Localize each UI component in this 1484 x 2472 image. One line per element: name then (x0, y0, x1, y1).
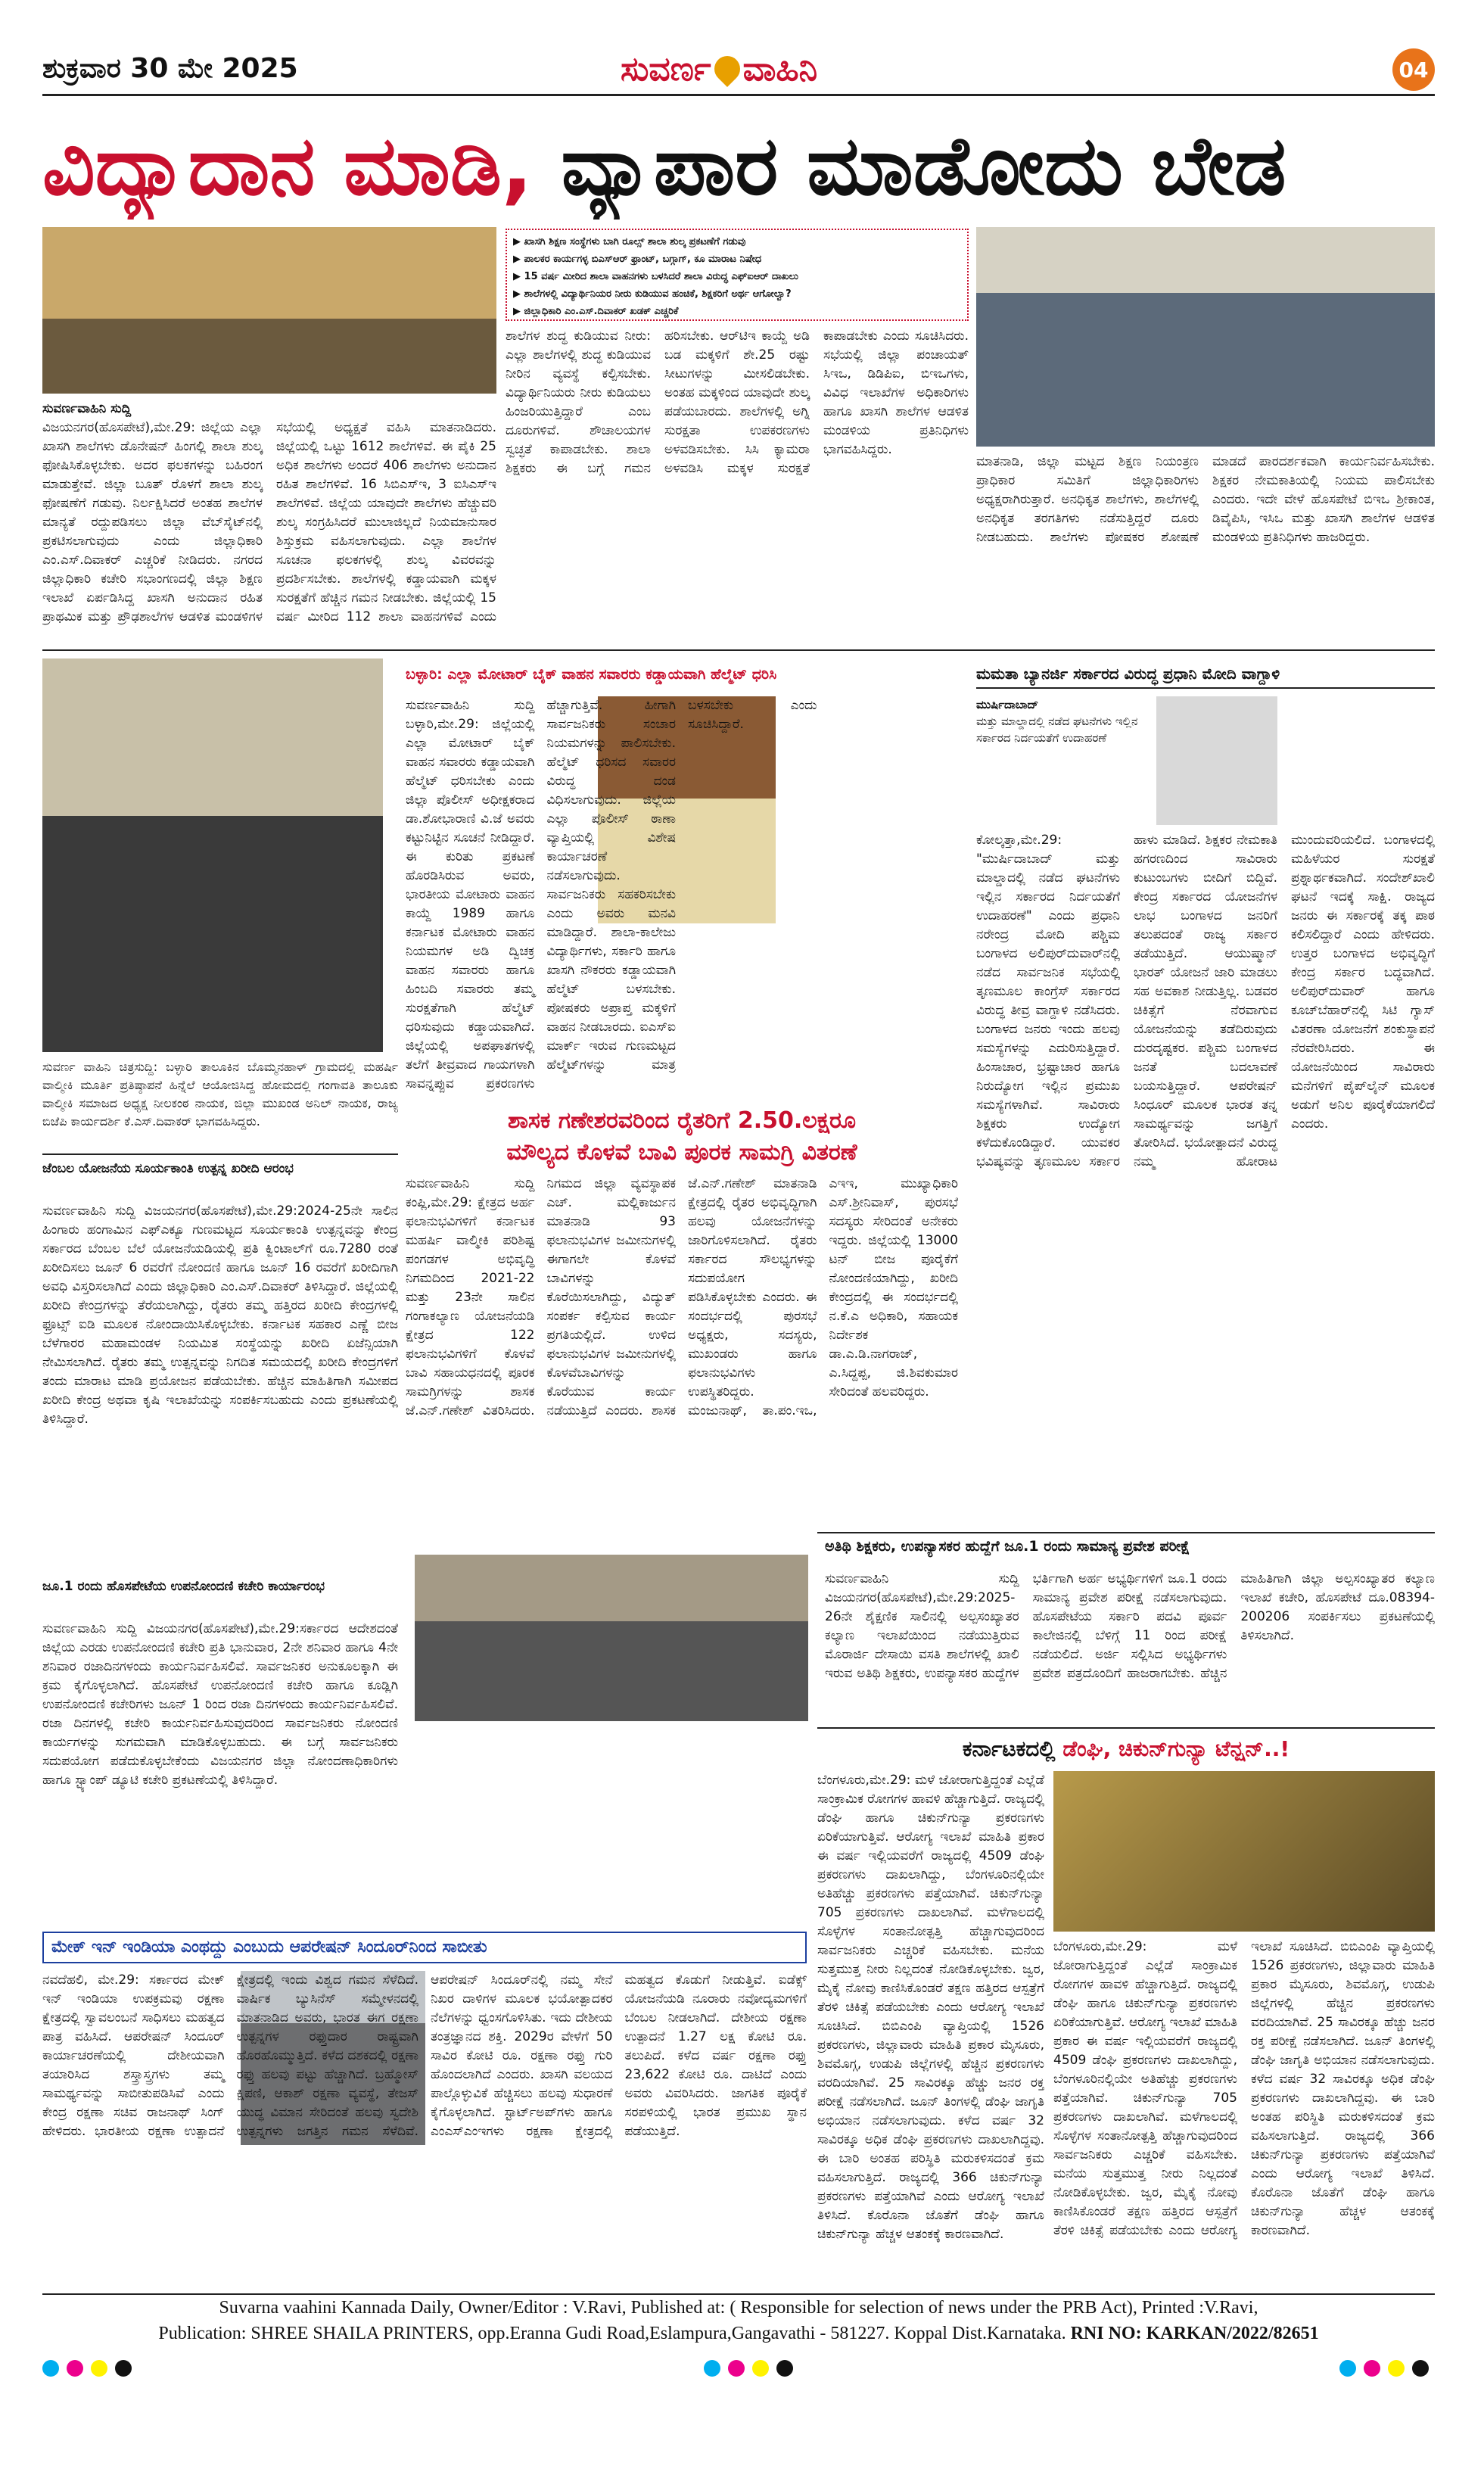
rajnath-body: ನವದೆಹಲಿ, ಮೇ.29: ಸರ್ಕಾರದ ಮೇಕ್ ಇನ್ ಇಂಡಿಯಾ ಉಪಕ್ರಮವು ರಕ್ಷಣಾ ಕ್ಷೇತ್ರದಲ್ಲಿ ಸ್ವಾವಲಂಬನೆ ಸಾಧಿಸಲು ಮಹತ್ವದ ಪಾತ್ರ ವಹಿಸಿದೆ. ಆಪರೇಷನ್ ಸಿಂದೂರ್ ಕಾರ್ಯಾಚರಣೆಯಲ್ಲಿ ದೇಶೀಯವಾಗಿ ತಯಾರಿಸಿದ ಶಸ್ತ್ರಾಸ್ತ್ರಗಳು ತಮ್ಮ ಸಾಮರ್ಥ್ಯವನ್ನು ಸಾಬೀತುಪಡಿಸಿವೆ ಎಂದು ಕೇಂದ್ರ ರಕ್ಷಣಾ ಸಚಿವ ರಾಜನಾಥ್ ಸಿಂಗ್ ಹೇಳಿದರು. ಭಾರತೀಯ ರಕ್ಷಣಾ ಉತ್ಪಾದನೆ ಕ್ಷೇತ್ರದಲ್ಲಿ ಇಂದು ವಿಶ್ವದ ಗಮನ ಸೆಳೆದಿದೆ. ವಾರ್ಷಿಕ ಬ್ಯುಸಿನೆಸ್ ಸಮ್ಮೇಳನದಲ್ಲಿ ಮಾತನಾಡಿದ ಅವರು, ಭಾರತ ಈಗ ರಕ್ಷಣಾ ಉತ್ಪನ್ನಗಳ ರಫ್ತುದಾರ ರಾಷ್ಟ್ರವಾಗಿ ಹೊರಹೊಮ್ಮುತ್ತಿದೆ. ಕಳೆದ ದಶಕದಲ್ಲಿ ರಕ್ಷಣಾ ರಫ್ತು ಹಲವು ಪಟ್ಟು ಹೆಚ್ಚಾಗಿದೆ. ಬ್ರಹ್ಮೋಸ್ ಕ್ಷಿಪಣಿ, ಆಕಾಶ್ ರಕ್ಷಣಾ ವ್ಯವಸ್ಥೆ, ತೇಜಸ್ ಯುದ್ಧ ವಿಮಾನ ಸೇರಿದಂತೆ ಹಲವು ಸ್ವದೇಶಿ ಉತ್ಪನ್ನಗಳು ಜಗತ್ತಿನ ಗಮನ ಸೆಳೆದಿವೆ. ಆಪರೇಷನ್ ಸಿಂದೂರ್‌ನಲ್ಲಿ ನಮ್ಮ ಸೇನೆ ನಿಖರ ದಾಳಿಗಳ ಮೂಲಕ ಭಯೋತ್ಪಾದಕರ ನೆಲೆಗಳನ್ನು ಧ್ವಂಸಗೊಳಿಸಿತು. ಇದು ದೇಶೀಯ ತಂತ್ರಜ್ಞಾನದ ಶಕ್ತಿ. 2029ರ ವೇಳೆಗೆ 50 ಸಾವಿರ ಕೋಟಿ ರೂ. ರಕ್ಷಣಾ ರಫ್ತು ಗುರಿ ಹೊಂದಲಾಗಿದೆ ಎಂದರು. ಖಾಸಗಿ ವಲಯದ ಪಾಲ್ಗೊಳ್ಳುವಿಕೆ ಹೆಚ್ಚಿಸಲು ಹಲವು ಸುಧಾರಣೆ ಕೈಗೊಳ್ಳಲಾಗಿದೆ. ಸ್ಟಾರ್ಟ್‌ಅಪ್‌ಗಳು ಹಾಗೂ ಎಂಎಸ್‌ಎಂಇಗಳು ರಕ್ಷಣಾ ಕ್ಷೇತ್ರದಲ್ಲಿ ಮಹತ್ವದ ಕೊಡುಗೆ ನೀಡುತ್ತಿವೆ. ಐಡೆಕ್ಸ್ ಯೋಜನೆಯಡಿ ನೂರಾರು ನವೋದ್ಯಮಗಳಿಗೆ ಬೆಂಬಲ ನೀಡಲಾಗಿದೆ. ದೇಶೀಯ ರಕ್ಷಣಾ ಉತ್ಪಾದನೆ 1.27 ಲಕ್ಷ ಕೋಟಿ ರೂ. ತಲುಪಿದೆ. ಕಳೆದ ವರ್ಷ ರಕ್ಷಣಾ ರಫ್ತು 23,622 ಕೋಟಿ ರೂ. ದಾಟಿದೆ ಎಂದು ಅವರು ವಿವರಿಸಿದರು. ಜಾಗತಿಕ ಪೂರೈಕೆ ಸರಪಳಿಯಲ್ಲಿ ಭಾರತ ಪ್ರಮುಖ ಸ್ಥಾನ ಪಡೆಯುತ್ತಿದೆ. (42, 1972, 807, 2139)
sunflower-body: ಸುವರ್ಣವಾಹಿನಿ ಸುದ್ದಿ ವಿಜಯನಗರ(ಹೊಸಪೇಟೆ),ಮೇ.29:2024-25ನೇ ಸಾಲಿನ ಹಿಂಗಾರು ಹಂಗಾಮಿನ ಎಫ್‌ಎಕ್ಯೂ ಗುಣಮಟ್ಟದ ಸೂರ್ಯಕಾಂತಿ ಉತ್ಪನ್ನವನ್ನು ಕೇಂದ್ರ ಸರ್ಕಾರದ ಬೆಂಬಲ ಬೆಲೆ ಯೋಜನೆಯಡಿಯಲ್ಲಿ ಪ್ರತಿ ಕ್ವಿಂಟಾಲ್‌ಗೆ ರೂ.7280 ರಂತೆ ಖರೀದಿಸಲು ಜೂನ್ 6 ರವರೆಗೆ ನೋಂದಣಿ ಹಾಗೂ ಜೂನ್ 16 ರವರೆಗೆ ಖರೀದಿಗಾಗಿ ಅವಧಿ ವಿಸ್ತರಿಸಲಾಗಿದೆ ಎಂದು ಜಿಲ್ಲಾಧಿಕಾರಿ ಎಂ.ಎಸ್.ದಿವಾಕರ್ ತಿಳಿಸಿದ್ದಾರೆ. ಜಿಲ್ಲೆಯಲ್ಲಿ ಖರೀದಿ ಕೇಂದ್ರಗಳನ್ನು ತೆರೆಯಲಾಗಿದ್ದು, ರೈತರು ತಮ್ಮ ಹತ್ತಿರದ ಖರೀದಿ ಕೇಂದ್ರಗಳಲ್ಲಿ ಫ್ರೂಟ್ಸ್ ಐಡಿ ಮೂಲಕ ನೋಂದಾಯಿಸಿಕೊಳ್ಳಬೇಕು. ಕರ್ನಾಟಕ ಸಹಕಾರ ಎಣ್ಣೆ ಬೀಜ ಬೆಳೆಗಾರರ ಮಹಾಮಂಡಳ ನಿಯಮಿತ ಸಂಸ್ಥೆಯನ್ನು ಖರೀದಿ ಏಜೆನ್ಸಿಯಾಗಿ ನೇಮಿಸಲಾಗಿದೆ. ರೈತರು ತಮ್ಮ ಉತ್ಪನ್ನವನ್ನು ನಿಗದಿತ ಸಮಯದಲ್ಲಿ ಖರೀದಿ ಕೇಂದ್ರಗಳಿಗೆ ತಂದು ಮಾರಾಟ ಮಾಡಿ ಪ್ರಯೋಜನ ಪಡೆಯಬೇಕು. ಹೆಚ್ಚಿನ ಮಾಹಿತಿಗಾಗಿ ಸಮೀಪದ ಖರೀದಿ ಕೇಂದ್ರ ಅಥವಾ ಕೃಷಿ ಇಲಾಖೆಯನ್ನು ಸಂಪರ್ಕಿಸಬಹುದು ಎಂದು ಪ್ರಕಟಣೆಯಲ್ಲಿ ತಿಳಿಸಿದ್ದಾರೆ. (42, 1203, 398, 1427)
footer-publication: Publication: SHREE SHAILA PRINTERS, opp.Eranna Gudi Road,Eslampura,Gangavathi - 581227. Koppal Dist.Karnataka. (158, 2324, 1071, 2343)
registration-subhead: ಜೂ.1 ರಂದು ಹೊಸಪೇಟೆಯ ಉಪನೋಂದಣಿ ಕಚೇರಿ ಕಾರ್ಯಾರಂಭ (42, 1579, 325, 1594)
masthead-rule (42, 94, 1435, 96)
lead-dateline: ಸುವರ್ಣವಾಹಿನಿ ಸುದ್ದಿ (42, 401, 132, 416)
registration-marks-left (42, 2360, 132, 2377)
farmer-headline-line1: ಶಾಸಕ ಗಣೇಶರವರಿಂದ ರೈತರಿಗೆ 2.50.ಲಕ್ಷರೂ (507, 1107, 857, 1134)
brand-left: ಸುವರ್ಣ (621, 49, 711, 89)
divider (42, 649, 1435, 651)
farmer-body: ಸುವರ್ಣವಾಹಿನಿ ಸುದ್ದಿ ಕಂಪ್ಲಿ,ಮೇ.29: ಕ್ಷೇತ್ರದ ಅರ್ಹ ಫಲಾನುಭವಿಗಳಿಗೆ ಕರ್ನಾಟಕ ಮಹರ್ಷಿ ವಾಲ್ಮೀಕಿ ಪರಿಶಿಷ್ಟ ಪಂಗಡಗಳ ಅಭಿವೃದ್ಧಿ ನಿಗಮದಿಂದ 2021-22 ಮತ್ತು 23ನೇ ಸಾಲಿನ ಗಂಗಾಕಲ್ಯಾಣ ಯೋಜನೆಯಡಿ ಕ್ಷೇತ್ರದ 122 ಫಲಾನುಭವಿಗಳಿಗೆ ಕೊಳವೆ ಬಾವಿ ಸಹಾಯಧನದಲ್ಲಿ ಪೂರಕ ಸಾಮಗ್ರಿಗಳನ್ನು ಶಾಸಕ ಜೆ.ಎನ್.ಗಣೇಶ್ ವಿತರಿಸಿದರು. ನಿಗಮದ ಜಿಲ್ಲಾ ವ್ಯವಸ್ಥಾಪಕ ಎಚ್. ಮಲ್ಲಿಕಾರ್ಜುನ ಮಾತನಾಡಿ 93 ಫಲಾನುಭವಿಗಳ ಜಮೀನುಗಳಲ್ಲಿ ಈಗಾಗಲೇ ಕೊಳವೆ ಬಾವಿಗಳನ್ನು ಕೊರೆಯಿಸಲಾಗಿದ್ದು, ವಿದ್ಯುತ್ ಸಂಪರ್ಕ ಕಲ್ಪಿಸುವ ಕಾರ್ಯ ಪ್ರಗತಿಯಲ್ಲಿದೆ. ಉಳಿದ ಫಲಾನುಭವಿಗಳ ಜಮೀನುಗಳಲ್ಲಿ ಕೊಳವೆಬಾವಿಗಳನ್ನು ಕೊರೆಯುವ ಕಾರ್ಯ ನಡೆಯುತ್ತಿದೆ ಎಂದರು. ಶಾಸಕ ಜೆ.ಎನ್.ಗಣೇಶ್ ಮಾತನಾಡಿ ಕ್ಷೇತ್ರದಲ್ಲಿ ರೈತರ ಅಭಿವೃದ್ಧಿಗಾಗಿ ಹಲವು ಯೋಜನೆಗಳನ್ನು ಜಾರಿಗೊಳಿಸಲಾಗಿದೆ. ರೈತರು ಸರ್ಕಾರದ ಸೌಲಭ್ಯಗಳನ್ನು ಸದುಪಯೋಗ ಪಡಿಸಿಕೊಳ್ಳಬೇಕು ಎಂದರು. ಈ ಸಂದರ್ಭದಲ್ಲಿ ಪುರಸಭೆ ಅಧ್ಯಕ್ಷರು, ಸದಸ್ಯರು, ಮುಖಂಡರು ಹಾಗೂ ಫಲಾನುಭವಿಗಳು ಉಪಸ್ಥಿತರಿದ್ದರು. ಮಂಜುನಾಥ್, ತಾ.ಪಂ.ಇಒ, ಎಇಇ, ಮುಖ್ಯಾಧಿಕಾರಿ ಎಸ್.ಶ್ರೀನಿವಾಸ್, ಪುರಸಭೆ ಸದಸ್ಯರು ಸೇರಿದಂತೆ ಅನೇಕರು ಇದ್ದರು. ಜಿಲ್ಲೆಯಲ್ಲಿ 13000 ಟನ್ ಬೀಜ ಪೂರೈಕೆಗೆ ನೋಂದಣಿಯಾಗಿದ್ದು, ಖರೀದಿ ಕೇಂದ್ರದಲ್ಲಿ ಈ ಸಂದರ್ಭದಲ್ಲಿ ನ.ಕೆ.ಎ ಅಧಿಕಾರಿ, ಸಹಾಯಕ ನಿರ್ದೇಶಕ ಡಾ.ಎ.ಡಿ.ನಾಗರಾಜ್, ಎ.ಸಿದ್ದಪ್ಪ, ಜಿ.ಶಿವಕುಮಾರ ಸೇರಿದಂತೆ ಹಲವರಿದ್ದರು. (406, 1176, 958, 1418)
brand-emblem-icon (709, 51, 745, 87)
masthead-date: ಶುಕ್ರವಾರ 30 ಮೇ 2025 (42, 53, 298, 84)
lead-body-center: ಶಾಲೆಗಳ ಶುದ್ಧ ಕುಡಿಯುವ ನೀರು: ಎಲ್ಲಾ ಶಾಲೆಗಳಲ್ಲಿ ಶುದ್ಧ ಕುಡಿಯುವ ನೀರಿನ ವ್ಯವಸ್ಥೆ ಕಲ್ಪಿಸಬೇಕು. ವಿದ್ಯಾರ್ಥಿನಿಯರು ನೀರು ಕುಡಿಯಲು ಹಿಂಜರಿಯುತ್ತಿದ್ದಾರೆ ಎಂಬ ದೂರುಗಳಿವೆ. ಶೌಚಾಲಯಗಳ ಸ್ವಚ್ಛತೆ ಕಾಪಾಡಬೇಕು. ಶಾಲಾ ಶಿಕ್ಷಕರು ಈ ಬಗ್ಗೆ ಗಮನ ಹರಿಸಬೇಕು. ಆರ್‌ಟಿಇ ಕಾಯ್ದೆ ಅಡಿ ಬಡ ಮಕ್ಕಳಿಗೆ ಶೇ.25 ರಷ್ಟು ಸೀಟುಗಳನ್ನು ಮೀಸಲಿಡಬೇಕು. ಅಂತಹ ಮಕ್ಕಳಿಂದ ಯಾವುದೇ ಶುಲ್ಕ ಪಡೆಯಬಾರದು. ಶಾಲೆಗಳಲ್ಲಿ ಅಗ್ನಿ ಸುರಕ್ಷತಾ ಉಪಕರಣಗಳು ಅಳವಡಿಸಬೇಕು. ಸಿಸಿ ಕ್ಯಾಮರಾ ಅಳವಡಿಸಿ ಮಕ್ಕಳ ಸುರಕ್ಷತೆ ಕಾಪಾಡಬೇಕು ಎಂದು ಸೂಚಿಸಿದರು. ಸಭೆಯಲ್ಲಿ ಜಿಲ್ಲಾ ಪಂಚಾಯತ್ ಸಿಇಒ, ಡಿಡಿಪಿಐ, ಬಿಇಒಗಳು, ವಿವಿಧ ಇಲಾಖೆಗಳ ಅಧಿಕಾರಿಗಳು ಹಾಗೂ ಖಾಸಗಿ ಶಾಲೆಗಳ ಆಡಳಿತ ಮಂಡಳಿಯ ಪ್ರತಿನಿಧಿಗಳು ಭಾಗವಹಿಸಿದ್ದರು. (506, 328, 969, 476)
lead-headline-red: ವಿದ್ಯಾದಾನ ಮಾಡಿ, (42, 119, 533, 213)
lead-headline-black: ವ್ಯಾಪಾರ ಮಾಡೋದು ಬೇಡ (532, 119, 1286, 213)
modi-quote-box (976, 696, 1149, 825)
highlight-item: ▶ ಪಾಲಕರ ಕಾರ್ಯಗಳ್ಳ ಬಿಎಸ್ಆರ್ ಫ್ರಾಂಟ್, ಬಗ್ಗಾಗ್, ಕೂ ಮಾರಾಟ ನಿಷೇಧ (513, 254, 762, 265)
modi-quote-head: ಮುರ್ಷಿದಾಬಾದ್ (976, 698, 1039, 711)
helmet-headline: ಬಳ್ಳಾರಿ: ಎಲ್ಲಾ ಮೋಟಾರ್ ಬೈಕ್ ವಾಹನ ಸವಾರರು ಕಡ್ಡಾಯವಾಗಿ ಹೆಲ್ಮೆಟ್ ಧರಿಸಿ (406, 666, 777, 683)
dengue-headline (817, 1732, 1435, 1767)
mosquito-photo (1053, 1771, 1435, 1932)
highlight-item: ▶ ಶಾಲೆಗಳಲ್ಲಿ ವಿದ್ಯಾರ್ಥಿನಿಯರ ನೀರು ಕುಡಿಯುವ ಹಂಚಿಕೆ, ಶಿಕ್ಷಕರಿಗೆ ಅರ್ಥ ಆಗೋಲ್ವಾ? (513, 288, 792, 300)
registration-body: ಸುವರ್ಣವಾಹಿನಿ ಸುದ್ದಿ ವಿಜಯನಗರ(ಹೊಸಪೇಟೆ),ಮೇ.29:ಸರ್ಕಾರದ ಆದೇಶದಂತೆ ಜಿಲ್ಲೆಯ ಎರಡು ಉಪನೋಂದಣಿ ಕಚೇರಿ ಪ್ರತಿ ಭಾನುವಾರ, 2ನೇ ಶನಿವಾರ ಹಾಗೂ 4ನೇ ಶನಿವಾರ ರಜಾದಿನಗಳಂದು ಕಾರ್ಯನಿರ್ವಹಿಸಲಿವೆ. ಸಾರ್ವಜನಿಕರ ಅನುಕೂಲಕ್ಕಾಗಿ ಈ ಕ್ರಮ ಕೈಗೊಳ್ಳಲಾಗಿದೆ. ಹೊಸಪೇಟೆ ಉಪನೋಂದಣಿ ಕಚೇರಿ ಹಾಗೂ ಕೂಡ್ಲಿಗಿ ಉಪನೋಂದಣಿ ಕಚೇರಿಗಳು ಜೂನ್ 1 ರಿಂದ ರಜಾ ದಿನಗಳಂದು ಕಾರ್ಯನಿರ್ವಹಿಸಲಿವೆ. ರಜಾ ದಿನಗಳಲ್ಲಿ ಕಚೇರಿ ಕಾರ್ಯನಿರ್ವಹಿಸುವುದರಿಂದ ಸಾರ್ವಜನಿಕರು ನೋಂದಣಿ ಕಾರ್ಯಗಳನ್ನು ಸುಗಮವಾಗಿ ಮಾಡಿಕೊಳ್ಳಬಹುದು. ಈ ಬಗ್ಗೆ ಸಾರ್ವಜನಿಕರು ಸದುಪಯೋಗ ಪಡೆದುಕೊಳ್ಳಬೇಕೆಂದು ವಿಜಯನಗರ ಜಿಲ್ಲಾ ನೋಂದಣಾಧಿಕಾರಿಗಳು ಹಾಗೂ ಸ್ಟ್ಯಾಂಪ್ ಡ್ಯೂಟಿ ಕಚೇರಿ ಪ್ರಕಟಣೆಯಲ್ಲಿ ತಿಳಿಸಿದ್ದಾರೆ. (42, 1621, 398, 1788)
teacher-headline: ಅತಿಥಿ ಶಿಕ್ಷಕರು, ಉಪನ್ಯಾಸಕರ ಹುದ್ದೆಗೆ ಜೂ.1 ರಂದು ಸಾಮಾನ್ಯ ಪ್ರವೇಶ ಪರೀಕ್ಷೆ (825, 1538, 1190, 1555)
teacher-body: ಸುವರ್ಣವಾಹಿನಿ ಸುದ್ದಿ ವಿಜಯನಗರ(ಹೊಸಪೇಟೆ),ಮೇ.29:2025-26ನೇ ಶೈಕ್ಷಣಿಕ ಸಾಲಿನಲ್ಲಿ ಅಲ್ಪಸಂಖ್ಯಾತರ ಕಲ್ಯಾಣ ಇಲಾಖೆಯಿಂದ ನಡೆಯುತ್ತಿರುವ ಮೊರಾರ್ಜಿ ದೇಸಾಯಿ ವಸತಿ ಶಾಲೆಗಳಲ್ಲಿ ಖಾಲಿ ಇರುವ ಅತಿಥಿ ಶಿಕ್ಷಕರು, ಉಪನ್ಯಾಸಕರ ಹುದ್ದೆಗಳ ಭರ್ತಿಗಾಗಿ ಅರ್ಹ ಅಭ್ಯರ್ಥಿಗಳಿಗೆ ಜೂ.1 ರಂದು ಸಾಮಾನ್ಯ ಪ್ರವೇಶ ಪರೀಕ್ಷೆ ನಡೆಸಲಾಗುವುದು. ಹೊಸಪೇಟೆಯ ಸರ್ಕಾರಿ ಪದವಿ ಪೂರ್ವ ಕಾಲೇಜಿನಲ್ಲಿ ಬೆಳಿಗ್ಗೆ 11 ರಿಂದ ಪರೀಕ್ಷೆ ನಡೆಯಲಿದೆ. ಅರ್ಜಿ ಸಲ್ಲಿಸಿದ ಅಭ್ಯರ್ಥಿಗಳು ಪ್ರವೇಶ ಪತ್ರದೊಂದಿಗೆ ಹಾಜರಾಗಬೇಕು. ಹೆಚ್ಚಿನ ಮಾಹಿತಿಗಾಗಿ ಜಿಲ್ಲಾ ಅಲ್ಪಸಂಖ್ಯಾತರ ಕಲ್ಯಾಣ ಇಲಾಖೆ ಕಚೇರಿ, ಹೊಸಪೇಟೆ ದೂ.08394-200206 ಸಂಪರ್ಕಿಸಲು ಪ್ರಕಟಣೆಯಲ್ಲಿ ತಿಳಿಸಲಾಗಿದೆ. (825, 1571, 1435, 1681)
brand-right: ವಾಹಿನಿ (742, 49, 818, 89)
page-number-badge (1392, 48, 1435, 91)
highlight-item: ▶ ಖಾಸಗಿ ಶಿಕ್ಷಣ ಸಂಸ್ಥೆಗಳು ಬಾಗಿ ರೂಲ್ಸ್ ಶಾಲಾ ಶುಲ್ಕ ಪ್ರಕಟಣೆಗೆ ಗಡುವು (513, 236, 746, 248)
divider (817, 1727, 1435, 1729)
footer-rule (42, 2293, 1435, 2295)
valmiki-caption: ಸುವರ್ಣ ವಾಹಿನಿ ಚಿತ್ರಸುದ್ದಿ: ಬಳ್ಳಾರಿ ತಾಲೂಕಿನ ಬೊಮ್ಮನಹಾಳ್ ಗ್ರಾಮದಲ್ಲಿ ಮಹರ್ಷಿ ವಾಲ್ಮೀಕಿ ಮೂರ್ತಿ ಪ್ರತಿಷ್ಠಾಪನೆ ಹಿನ್ನೆಲೆ ಆಯೋಜಿಸಿದ್ದ ಹೋಮದಲ್ಲಿ ಗಂಗಾವತಿ ತಾಲೂಕು ವಾಲ್ಮೀಕಿ ಸಮಾಜದ ಅಧ್ಯಕ್ಷ ನೀಲಕಂಠ ನಾಯಕ, ಜಿಲ್ಲಾ ಮುಖಂಡ ಅನಿಲ್ ನಾಯಕ, ರಾಜ್ಯ ಬಿಜೆಪಿ ಕಾರ್ಯದರ್ಶಿ ಕೆ.ಎಸ್.ದಿವಾಕರ್ ಭಾಗವಹಿಸಿದ್ದರು. (42, 1060, 398, 1129)
divider (42, 1153, 398, 1155)
farmer-headline (406, 1105, 958, 1169)
footer-rni: RNI NO: KARKAN/2022/82651 (1070, 2324, 1319, 2343)
farmer-headline-line2: ಮೌಲ್ಯದ ಕೊಳವೆ ಬಾವಿ ಪೂರಕ ಸಾಮಗ್ರಿ ವಿತರಣೆ (506, 1139, 857, 1166)
farmer-photo (415, 1555, 808, 1721)
lead-photo-right (976, 227, 1435, 447)
divider (817, 1532, 1435, 1533)
lead-photo-left (42, 227, 496, 394)
dengue-headline-red: ಡೆಂಘಿ, ಚಿಕುನ್‌ಗುನ್ಯಾ ಟೆನ್ಷನ್..! (1062, 1736, 1290, 1761)
lead-body-left: ವಿಜಯನಗರ(ಹೊಸಪೇಟೆ),ಮೇ.29: ಜಿಲ್ಲೆಯ ಎಲ್ಲಾ ಖಾಸಗಿ ಶಾಲೆಗಳು ಡೊನೇಷನ್ ಹಿಂಗಲ್ಲಿ ಶಾಲಾ ಶುಲ್ಕ ಫೋಷಿಸಿಕೊಳ್ಳಬೇಕು. ಅದರ ಫಲಕಗಳನ್ನು ಬಹಿರಂಗ ಮಾಡುತ್ತೇವೆ. ಜಿಲ್ಲಾ ಬೂತ್ ರೊಳಗೆ ಶಾಲಾ ಶುಲ್ಕ ಫೋಷಣೆಗೆ ಗಡುವು. ನಿರ್ಲಕ್ಷಿಸಿದರೆ ಅಂತಹ ಶಾಲೆಗಳ ಮಾನ್ಯತೆ ರದ್ದುಪಡಿಸಲು ಜಿಲ್ಲಾ ವೆಬ್‌ಸೈಟ್‌ನಲ್ಲಿ ಪ್ರಕಟಿಸಲಾಗುವುದು ಎಂದು ಜಿಲ್ಲಾಧಿಕಾರಿ ಎಂ.ಎಸ್.ದಿವಾಕರ್ ಎಚ್ಚರಿಕೆ ನೀಡಿದರು. ನಗರದ ಜಿಲ್ಲಾಧಿಕಾರಿ ಕಚೇರಿ ಸಭಾಂಗಣದಲ್ಲಿ ಜಿಲ್ಲಾ ಶಿಕ್ಷಣ ಇಲಾಖೆ ಏರ್ಪಡಿಸಿದ್ದ ಖಾಸಗಿ ಅನುದಾನ ರಹಿತ ಪ್ರಾಥಮಿಕ ಮತ್ತು ಪ್ರೌಢಶಾಲೆಗಳ ಆಡಳಿತ ಮಂಡಳಿಗಳ ಸಭೆಯಲ್ಲಿ ಅಧ್ಯಕ್ಷತೆ ವಹಿಸಿ ಮಾತನಾಡಿದರು. ಜಿಲ್ಲೆಯಲ್ಲಿ ಒಟ್ಟು 1612 ಶಾಲೆಗಳಿವೆ. ಈ ಪೈಕಿ 25 ಅಧಿಕ ಶಾಲೆಗಳು ಅಂದರೆ 406 ಶಾಲೆಗಳು ಅನುದಾನ ರಹಿತ ಶಾಲೆಗಳಿವೆ. 16 ಸಿಬಿಎಸ್‌ಇ, 3 ಐಸಿಎಸ್‌ಇ ಶಾಲೆಗಳಿವೆ. ಜಿಲ್ಲೆಯ ಯಾವುದೇ ಶಾಲೆಗಳು ಹೆಚ್ಚುವರಿ ಶುಲ್ಕ ಸಂಗ್ರಹಿಸಿದರೆ ಮುಲಾಜಿಲ್ಲದೆ ನಿಯಮಾನುಸಾರ ಶಿಸ್ತುಕ್ರಮ ವಹಿಸಲಾಗುವುದು. ಎಲ್ಲಾ ಶಾಲೆಗಳ ಸೂಚನಾ ಫಲಕಗಳಲ್ಲಿ ಶುಲ್ಕ ವಿವರವನ್ನು ಪ್ರದರ್ಶಿಸಬೇಕು. ಶಾಲೆಗಳಲ್ಲಿ ಕಡ್ಡಾಯವಾಗಿ ಮಕ್ಕಳ ಸುರಕ್ಷತೆಗೆ ಹೆಚ್ಚಿನ ಗಮನ ನೀಡಬೇಕು. ಜಿಲ್ಲೆಯಲ್ಲಿ 15 ವರ್ಷ ಮೀರಿದ 112 ಶಾಲಾ ವಾಹನಗಳಿವೆ ಎಂದು (42, 420, 496, 624)
modi-quote-text: ಮತ್ತು ಮಾಲ್ಡಾದಲ್ಲಿ ನಡೆದ ಘಟನೆಗಳು ಇಲ್ಲಿನ ಸರ್ಕಾರದ ನಿರ್ದಯತೆಗೆ ಉದಾಹರಣೆ (976, 715, 1138, 745)
dengue-body-right: ಬೆಂಗಳೂರು,ಮೇ.29: ಮಳೆ ಜೋರಾಗುತ್ತಿದ್ದಂತೆ ಎಲ್ಲೆಡೆ ಸಾಂಕ್ರಾಮಿಕ ರೋಗಗಳ ಹಾವಳಿ ಹೆಚ್ಚಾಗುತ್ತಿದೆ. ರಾಜ್ಯದಲ್ಲಿ ಡೆಂಘಿ ಹಾಗೂ ಚಿಕುನ್‌ಗುನ್ಯಾ ಪ್ರಕರಣಗಳು ಏರಿಕೆಯಾಗುತ್ತಿವೆ. ಆರೋಗ್ಯ ಇಲಾಖೆ ಮಾಹಿತಿ ಪ್ರಕಾರ ಈ ವರ್ಷ ಇಲ್ಲಿಯವರೆಗೆ ರಾಜ್ಯದಲ್ಲಿ 4509 ಡೆಂಘಿ ಪ್ರಕರಣಗಳು ದಾಖಲಾಗಿದ್ದು, ಬೆಂಗಳೂರಿನಲ್ಲಿಯೇ ಅತಿಹೆಚ್ಚು ಪ್ರಕರಣಗಳು ಪತ್ತೆಯಾಗಿವೆ. ಚಿಕುನ್‌ಗುನ್ಯಾ 705 ಪ್ರಕರಣಗಳು ದಾಖಲಾಗಿವೆ. ಮಳೆಗಾಲದಲ್ಲಿ ಸೊಳ್ಳೆಗಳ ಸಂತಾನೋತ್ಪತ್ತಿ ಹೆಚ್ಚಾಗುವುದರಿಂದ ಸಾರ್ವಜನಿಕರು ಎಚ್ಚರಿಕೆ ವಹಿಸಬೇಕು. ಮನೆಯ ಸುತ್ತಮುತ್ತ ನೀರು ನಿಲ್ಲದಂತೆ ನೋಡಿಕೊಳ್ಳಬೇಕು. ಜ್ವರ, ಮೈಕೈ ನೋವು ಕಾಣಿಸಿಕೊಂಡರೆ ತಕ್ಷಣ ಹತ್ತಿರದ ಆಸ್ಪತ್ರೆಗೆ ತೆರಳಿ ಚಿಕಿತ್ಸೆ ಪಡೆಯಬೇಕು ಎಂದು ಆರೋಗ್ಯ ಇಲಾಖೆ ಸೂಚಿಸಿದೆ. ಬಿಬಿಎಂಪಿ ವ್ಯಾಪ್ತಿಯಲ್ಲಿ 1526 ಪ್ರಕರಣಗಳು, ಜಿಲ್ಲಾವಾರು ಮಾಹಿತಿ ಪ್ರಕಾರ ಮೈಸೂರು, ಶಿವಮೊಗ್ಗ, ಉಡುಪಿ ಜಿಲ್ಲೆಗಳಲ್ಲಿ ಹೆಚ್ಚಿನ ಪ್ರಕರಣಗಳು ವರದಿಯಾಗಿವೆ. 25 ಸಾವಿರಕ್ಕೂ ಹೆಚ್ಚು ಜನರ ರಕ್ತ ಪರೀಕ್ಷೆ ನಡೆಸಲಾಗಿದೆ. ಜೂನ್ ತಿಂಗಳಲ್ಲಿ ಡೆಂಘಿ ಜಾಗೃತಿ ಅಭಿಯಾನ ನಡೆಸಲಾಗುವುದು. ಕಳೆದ ವರ್ಷ 32 ಸಾವಿರಕ್ಕೂ ಅಧಿಕ ಡೆಂಘಿ ಪ್ರಕರಣಗಳು ದಾಖಲಾಗಿದ್ದವು. ಈ ಬಾರಿ ಅಂತಹ ಪರಿಸ್ಥಿತಿ ಮರುಕಳಿಸದಂತೆ ಕ್ರಮ ವಹಿಸಲಾಗುತ್ತಿದೆ. ರಾಜ್ಯದಲ್ಲಿ 366 ಚಿಕುನ್‌ಗುನ್ಯಾ ಪ್ರಕರಣಗಳು ಪತ್ತೆಯಾಗಿವೆ ಎಂದು ಆರೋಗ್ಯ ಇಲಾಖೆ ತಿಳಿಸಿದೆ. ಕೊರೊನಾ ಜೊತೆಗೆ ಡೆಂಘಿ ಹಾಗೂ ಚಿಕುನ್‌ಗುನ್ಯಾ ಹೆಚ್ಚಳ ಆತಂಕಕ್ಕೆ ಕಾರಣವಾಗಿದೆ. (1053, 1939, 1435, 2238)
valmiki-photo (42, 658, 383, 1052)
modi-headline-bar: ಮಮತಾ ಬ್ಯಾನರ್ಜಿ ಸರ್ಕಾರದ ವಿರುದ್ಧ ಪ್ರಧಾನಿ ಮೋದಿ ವಾಗ್ದಾಳಿ (976, 658, 1435, 689)
highlight-item: ▶ ಜಿಲ್ಲಾಧಿಕಾರಿ ಎಂ.ಎಸ್.ದಿವಾಕರ್ ಖಡಕ್ ಎಚ್ಚರಿಕೆ (513, 306, 679, 317)
dengue-headline-black: ಕರ್ನಾಟಕದಲ್ಲಿ (962, 1736, 1063, 1761)
lead-body-right: ಮಾತನಾಡಿ, ಜಿಲ್ಲಾ ಮಟ್ಟದ ಶಿಕ್ಷಣ ನಿಯಂತ್ರಣ ಪ್ರಾಧಿಕಾರ ಸಮಿತಿಗೆ ಜಿಲ್ಲಾಧಿಕಾರಿಗಳು ಅಧ್ಯಕ್ಷರಾಗಿರುತ್ತಾರೆ. ಅನಧಿಕೃತ ಶಾಲೆಗಳು, ಶಾಲೆಗಳಲ್ಲಿ ಅನಧಿಕೃತ ತರಗತಿಗಳು ನಡೆಸುತ್ತಿದ್ದರೆ ದೂರು ನೀಡಬಹುದು. ಶಾಲೆಗಳು ಪೋಷಕರ ಶೋಷಣೆ ಮಾಡದೆ ಪಾರದರ್ಶಕವಾಗಿ ಕಾರ್ಯನಿರ್ವಹಿಸಬೇಕು. ಶಿಕ್ಷಕರ ನೇಮಕಾತಿಯಲ್ಲಿ ನಿಯಮ ಪಾಲಿಸಬೇಕು ಎಂದರು. ಇದೇ ವೇಳೆ ಹೊಸಪೇಟೆ ಬಿಇಒ ಶ್ರೀಕಾಂತ, ಡಿವೈಪಿಸಿ, ಇಸಿಒ ಮತ್ತು ಖಾಸಗಿ ಶಾಲೆಗಳ ಆಡಳಿತ ಮಂಡಳಿಯ ಪ್ರತಿನಿಧಿಗಳು ಹಾಜರಿದ್ದರು. (976, 454, 1435, 545)
dengue-body: ಬೆಂಗಳೂರು,ಮೇ.29: ಮಳೆ ಜೋರಾಗುತ್ತಿದ್ದಂತೆ ಎಲ್ಲೆಡೆ ಸಾಂಕ್ರಾಮಿಕ ರೋಗಗಳ ಹಾವಳಿ ಹೆಚ್ಚಾಗುತ್ತಿದೆ. ರಾಜ್ಯದಲ್ಲಿ ಡೆಂಘಿ ಹಾಗೂ ಚಿಕುನ್‌ಗುನ್ಯಾ ಪ್ರಕರಣಗಳು ಏರಿಕೆಯಾಗುತ್ತಿವೆ. ಆರೋಗ್ಯ ಇಲಾಖೆ ಮಾಹಿತಿ ಪ್ರಕಾರ ಈ ವರ್ಷ ಇಲ್ಲಿಯವರೆಗೆ ರಾಜ್ಯದಲ್ಲಿ 4509 ಡೆಂಘಿ ಪ್ರಕರಣಗಳು ದಾಖಲಾಗಿದ್ದು, ಬೆಂಗಳೂರಿನಲ್ಲಿಯೇ ಅತಿಹೆಚ್ಚು ಪ್ರಕರಣಗಳು ಪತ್ತೆಯಾಗಿವೆ. ಚಿಕುನ್‌ಗುನ್ಯಾ 705 ಪ್ರಕರಣಗಳು ದಾಖಲಾಗಿವೆ. ಮಳೆಗಾಲದಲ್ಲಿ ಸೊಳ್ಳೆಗಳ ಸಂತಾನೋತ್ಪತ್ತಿ ಹೆಚ್ಚಾಗುವುದರಿಂದ ಸಾರ್ವಜನಿಕರು ಎಚ್ಚರಿಕೆ ವಹಿಸಬೇಕು. ಮನೆಯ ಸುತ್ತಮುತ್ತ ನೀರು ನಿಲ್ಲದಂತೆ ನೋಡಿಕೊಳ್ಳಬೇಕು. ಜ್ವರ, ಮೈಕೈ ನೋವು ಕಾಣಿಸಿಕೊಂಡರೆ ತಕ್ಷಣ ಹತ್ತಿರದ ಆಸ್ಪತ್ರೆಗೆ ತೆರಳಿ ಚಿಕಿತ್ಸೆ ಪಡೆಯಬೇಕು ಎಂದು ಆರೋಗ್ಯ ಇಲಾಖೆ ಸೂಚಿಸಿದೆ. ಬಿಬಿಎಂಪಿ ವ್ಯಾಪ್ತಿಯಲ್ಲಿ 1526 ಪ್ರಕರಣಗಳು, ಜಿಲ್ಲಾವಾರು ಮಾಹಿತಿ ಪ್ರಕಾರ ಮೈಸೂರು, ಶಿವಮೊಗ್ಗ, ಉಡುಪಿ ಜಿಲ್ಲೆಗಳಲ್ಲಿ ಹೆಚ್ಚಿನ ಪ್ರಕರಣಗಳು ವರದಿಯಾಗಿವೆ. 25 ಸಾವಿರಕ್ಕೂ ಹೆಚ್ಚು ಜನರ ರಕ್ತ ಪರೀಕ್ಷೆ ನಡೆಸಲಾಗಿದೆ. ಜೂನ್ ತಿಂಗಳಲ್ಲಿ ಡೆಂಘಿ ಜಾಗೃತಿ ಅಭಿಯಾನ ನಡೆಸಲಾಗುವುದು. ಕಳೆದ ವರ್ಷ 32 ಸಾವಿರಕ್ಕೂ ಅಧಿಕ ಡೆಂಘಿ ಪ್ರಕರಣಗಳು ದಾಖಲಾಗಿದ್ದವು. ಈ ಬಾರಿ ಅಂತಹ ಪರಿಸ್ಥಿತಿ ಮರುಕಳಿಸದಂತೆ ಕ್ರಮ ವಹಿಸಲಾಗುತ್ತಿದೆ. ರಾಜ್ಯದಲ್ಲಿ 366 ಚಿಕುನ್‌ಗುನ್ಯಾ ಪ್ರಕರಣಗಳು ಪತ್ತೆಯಾಗಿವೆ ಎಂದು ಆರೋಗ್ಯ ಇಲಾಖೆ ತಿಳಿಸಿದೆ. ಕೊರೊನಾ ಜೊತೆಗೆ ಡೆಂಘಿ ಹಾಗೂ ಚಿಕುನ್‌ಗುನ್ಯಾ ಹೆಚ್ಚಳ ಆತಂಕಕ್ಕೆ ಕಾರಣವಾಗಿದೆ. (817, 1773, 1044, 2242)
lead-headline (42, 114, 1442, 219)
registration-marks-center (704, 2360, 793, 2377)
rajnath-headline-bar: ಮೇಕ್ ಇನ್ ಇಂಡಿಯಾ ಎಂಥದ್ದು ಎಂಬುದು ಆಪರೇಷನ್ ಸಿಂದೂರ್‌ನಿಂದ ಸಾಬೀತು (42, 1932, 807, 1963)
highlight-item: ▶ 15 ವರ್ಷ ಮೀರಿದ ಶಾಲಾ ವಾಹನಗಳು ಬಳಸಿದರೆ ಶಾಲಾ ವಿರುದ್ಧ ಎಫ್‌ಐಆರ್ ದಾಖಲು (513, 271, 798, 282)
registration-marks-right (1339, 2360, 1429, 2377)
footer-line-2 (42, 2324, 1435, 2348)
modi-body: ಕೋಲ್ಕತ್ತಾ,ಮೇ.29: "ಮುರ್ಷಿದಾಬಾದ್ ಮತ್ತು ಮಾಲ್ಡಾದಲ್ಲಿ ನಡೆದ ಘಟನೆಗಳು ಇಲ್ಲಿನ ಸರ್ಕಾರದ ನಿರ್ದಯತೆಗೆ ಉದಾಹರಣೆ" ಎಂದು ಪ್ರಧಾನಿ ನರೇಂದ್ರ ಮೋದಿ ಪಶ್ಚಿಮ ಬಂಗಾಳದ ಅಲಿಪುರ್‌ದುವಾರ್‌ನಲ್ಲಿ ನಡೆದ ಸಾರ್ವಜನಿಕ ಸಭೆಯಲ್ಲಿ ತೃಣಮೂಲ ಕಾಂಗ್ರೆಸ್ ಸರ್ಕಾರದ ವಿರುದ್ಧ ತೀವ್ರ ವಾಗ್ದಾಳಿ ನಡೆಸಿದರು. ಬಂಗಾಳದ ಜನರು ಇಂದು ಹಲವು ಸಮಸ್ಯೆಗಳನ್ನು ಎದುರಿಸುತ್ತಿದ್ದಾರೆ. ಹಿಂಸಾಚಾರ, ಭ್ರಷ್ಟಾಚಾರ ಹಾಗೂ ನಿರುದ್ಯೋಗ ಇಲ್ಲಿನ ಪ್ರಮುಖ ಸಮಸ್ಯೆಗಳಾಗಿವೆ. ಸಾವಿರಾರು ಶಿಕ್ಷಕರು ಉದ್ಯೋಗ ಕಳೆದುಕೊಂಡಿದ್ದಾರೆ. ಯುವಕರ ಭವಿಷ್ಯವನ್ನು ತೃಣಮೂಲ ಸರ್ಕಾರ ಹಾಳು ಮಾಡಿದೆ. ಶಿಕ್ಷಕರ ನೇಮಕಾತಿ ಹಗರಣದಿಂದ ಸಾವಿರಾರು ಕುಟುಂಬಗಳು ಬೀದಿಗೆ ಬಿದ್ದಿವೆ. ಕೇಂದ್ರ ಸರ್ಕಾರದ ಯೋಜನೆಗಳ ಲಾಭ ಬಂಗಾಳದ ಜನರಿಗೆ ತಲುಪದಂತೆ ರಾಜ್ಯ ಸರ್ಕಾರ ತಡೆಯುತ್ತಿದೆ. ಆಯುಷ್ಮಾನ್ ಭಾರತ್ ಯೋಜನೆ ಜಾರಿ ಮಾಡಲು ಸಹ ಅವಕಾಶ ನೀಡುತ್ತಿಲ್ಲ. ಬಡವರ ಚಿಕಿತ್ಸೆಗೆ ನೆರವಾಗುವ ಯೋಜನೆಯನ್ನು ತಡೆದಿರುವುದು ದುರದೃಷ್ಟಕರ. ಪಶ್ಚಿಮ ಬಂಗಾಳದ ಜನತೆ ಬದಲಾವಣೆ ಬಯಸುತ್ತಿದ್ದಾರೆ. ಆಪರೇಷನ್ ಸಿಂಧೂರ್ ಮೂಲಕ ಭಾರತ ತನ್ನ ಸಾಮರ್ಥ್ಯವನ್ನು ಜಗತ್ತಿಗೆ ತೋರಿಸಿದೆ. ಭಯೋತ್ಪಾದನೆ ವಿರುದ್ಧ ನಮ್ಮ ಹೋರಾಟ ಮುಂದುವರಿಯಲಿದೆ. ಬಂಗಾಳದಲ್ಲಿ ಮಹಿಳೆಯರ ಸುರಕ್ಷತೆ ಪ್ರಶ್ನಾರ್ಥಕವಾಗಿದೆ. ಸಂದೇಶ್‌ಖಾಲಿ ಘಟನೆ ಇದಕ್ಕೆ ಸಾಕ್ಷಿ. ರಾಜ್ಯದ ಜನರು ಈ ಸರ್ಕಾರಕ್ಕೆ ತಕ್ಕ ಪಾಠ ಕಲಿಸಲಿದ್ದಾರೆ ಎಂದು ಹೇಳಿದರು. ಉತ್ತರ ಬಂಗಾಳದ ಅಭಿವೃದ್ಧಿಗೆ ಕೇಂದ್ರ ಸರ್ಕಾರ ಬದ್ಧವಾಗಿದೆ. ಅಲಿಪುರ್‌ದುವಾರ್ ಹಾಗೂ ಕೂಚ್‌ಬೆಹಾರ್‌ನಲ್ಲಿ ಸಿಟಿ ಗ್ಯಾಸ್ ವಿತರಣಾ ಯೋಜನೆಗೆ ಶಂಕುಸ್ಥಾಪನೆ ನೆರವೇರಿಸಿದರು. ಈ ಯೋಜನೆಯಿಂದ ಸಾವಿರಾರು ಮನೆಗಳಿಗೆ ಪೈಪ್‌ಲೈನ್ ಮೂಲಕ ಅಡುಗೆ ಅನಿಲ ಪೂರೈಕೆಯಾಗಲಿದೆ ಎಂದರು. (976, 833, 1435, 1169)
masthead-logo (621, 45, 817, 92)
helmet-body: ಸುವರ್ಣವಾಹಿನಿ ಸುದ್ದಿ ಬಳ್ಳಾರಿ,ಮೇ.29: ಜಿಲ್ಲೆಯಲ್ಲಿ ಎಲ್ಲಾ ಮೋಟಾರ್ ಬೈಕ್ ವಾಹನ ಸವಾರರು ಕಡ್ಡಾಯವಾಗಿ ಹೆಲ್ಮೆಟ್ ಧರಿಸಬೇಕು ಎಂದು ಜಿಲ್ಲಾ ಪೊಲೀಸ್ ಅಧೀಕ್ಷಕರಾದ ಡಾ.ಶೋಭಾರಾಣಿ ವಿ.ಜೆ ಅವರು ಕಟ್ಟುನಿಟ್ಟಿನ ಸೂಚನೆ ನೀಡಿದ್ದಾರೆ. ಈ ಕುರಿತು ಪ್ರಕಟಣೆ ಹೊರಡಿಸಿರುವ ಅವರು, ಭಾರತೀಯ ಮೋಟಾರು ವಾಹನ ಕಾಯ್ದೆ 1989 ಹಾಗೂ ಕರ್ನಾಟಕ ಮೋಟಾರು ವಾಹನ ನಿಯಮಗಳ ಅಡಿ ದ್ವಿಚಕ್ರ ವಾಹನ ಸವಾರರು ಹಾಗೂ ಹಿಂಬದಿ ಸವಾರರು ತಮ್ಮ ಸುರಕ್ಷತೆಗಾಗಿ ಹೆಲ್ಮೆಟ್ ಧರಿಸುವುದು ಕಡ್ಡಾಯವಾಗಿದೆ. ಜಿಲ್ಲೆಯಲ್ಲಿ ಅಪಘಾತಗಳಲ್ಲಿ ತಲೆಗೆ ತೀವ್ರವಾದ ಗಾಯಗಳಾಗಿ ಸಾವನ್ನಪ್ಪುವ ಪ್ರಕರಣಗಳು ಹೆಚ್ಚಾಗುತ್ತಿವೆ. ಹೀಗಾಗಿ ಸಾರ್ವಜನಿಕರು ಸಂಚಾರ ನಿಯಮಗಳನ್ನು ಪಾಲಿಸಬೇಕು. ಹೆಲ್ಮೆಟ್ ಧರಿಸದ ಸವಾರರ ವಿರುದ್ಧ ದಂಡ ವಿಧಿಸಲಾಗುವುದು. ಜಿಲ್ಲೆಯ ಎಲ್ಲಾ ಪೊಲೀಸ್ ಠಾಣಾ ವ್ಯಾಪ್ತಿಯಲ್ಲಿ ವಿಶೇಷ ಕಾರ್ಯಾಚರಣೆ ನಡೆಸಲಾಗುವುದು. ಸಾರ್ವಜನಿಕರು ಸಹಕರಿಸಬೇಕು ಎಂದು ಅವರು ಮನವಿ ಮಾಡಿದ್ದಾರೆ. ಶಾಲಾ-ಕಾಲೇಜು ವಿದ್ಯಾರ್ಥಿಗಳು, ಸರ್ಕಾರಿ ಹಾಗೂ ಖಾಸಗಿ ನೌಕರರು ಕಡ್ಡಾಯವಾಗಿ ಹೆಲ್ಮೆಟ್ ಬಳಸಬೇಕು. ಪೋಷಕರು ಅಪ್ರಾಪ್ತ ಮಕ್ಕಳಿಗೆ ವಾಹನ ನೀಡಬಾರದು. ಐಎಸ್‌ಐ ಮಾರ್ಕ್ ಇರುವ ಗುಣಮಟ್ಟದ ಹೆಲ್ಮೆಟ್‌ಗಳನ್ನು ಮಾತ್ರ ಬಳಸಬೇಕು ಎಂದು ಸೂಚಿಸಿದ್ದಾರೆ. (406, 698, 817, 1091)
sunflower-headline: ಜೆಂಬಲ ಯೋಜನೆಯ ಸೂರ್ಯಕಾಂತಿ ಉತ್ಪನ್ನ ಖರೀದಿ ಆರಂಭ (42, 1161, 294, 1176)
lead-highlights-box (506, 229, 969, 321)
page-number: 04 (1398, 57, 1429, 83)
footer-line-1: Suvarna vaahini Kannada Daily, Owner/Editor : V.Ravi, Published at: ( Responsible for selection of news under the PRB Act), Printed :V.Ravi, (219, 2298, 1258, 2318)
modi-photo (1156, 696, 1277, 825)
